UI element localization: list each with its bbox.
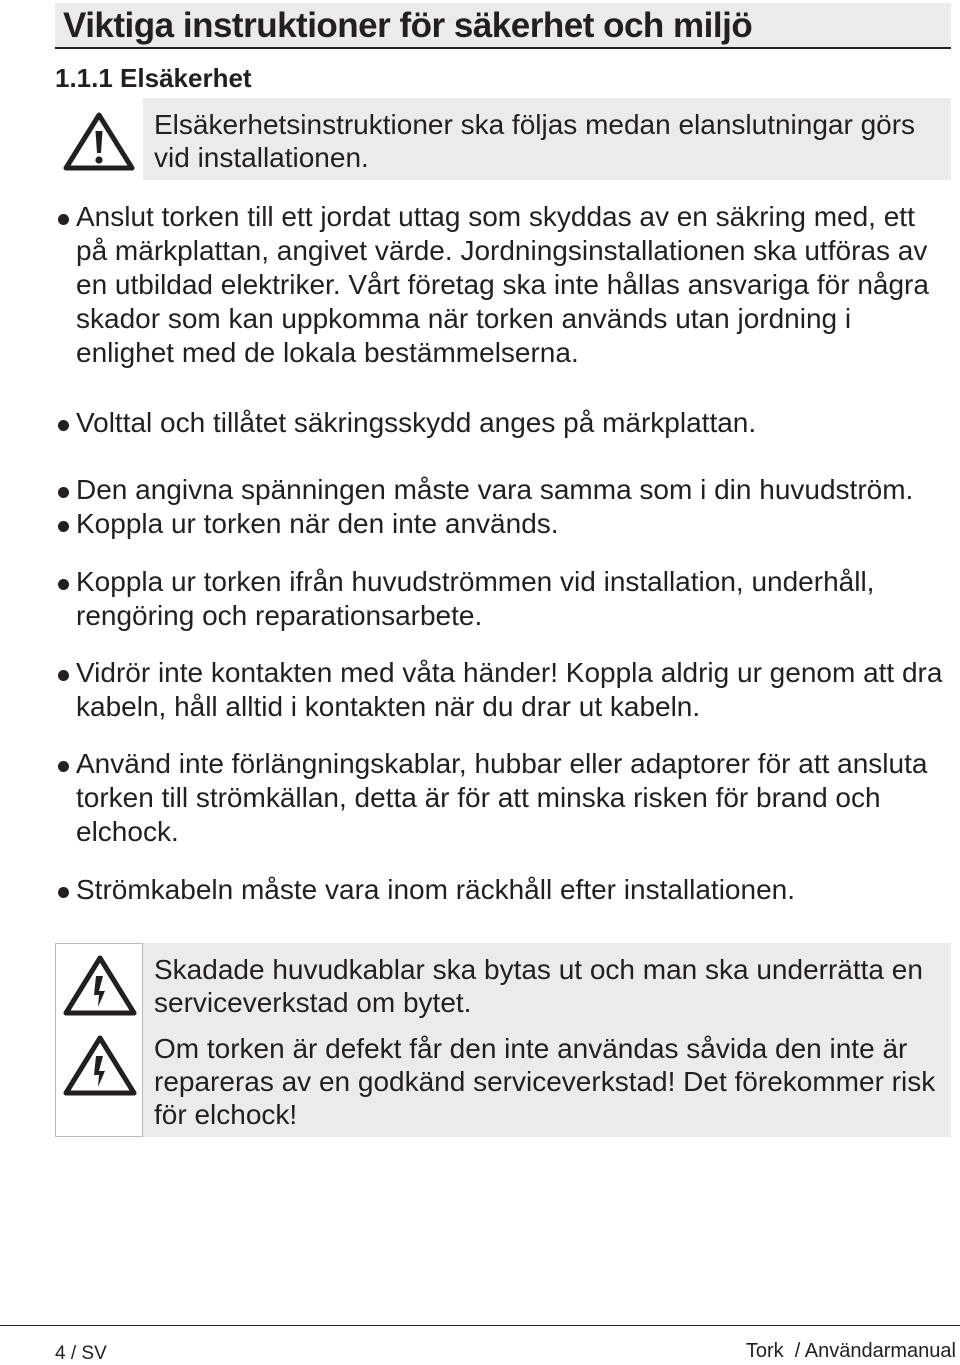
bullet-dot: [58, 887, 69, 898]
bullet-text: Använd inte förlängningskablar, hubbar eller adaptorer för att ansluta torken till strömkällan, detta är för att minska risken för brand och elchock.: [76, 748, 928, 847]
list-item: [55, 747, 950, 849]
bullet-dot: [58, 579, 69, 590]
hazard-warning-text: Om torken är defekt får den inte användas såvida den inte är repareras av en godkänd serviceverkstad! Det förekommer risk för elchock!: [154, 1033, 936, 1130]
list-item: [55, 507, 950, 541]
hazard-icon-cell: [55, 943, 143, 1137]
bullet-text: Den angivna spänningen måste vara samma som i din huvudström.: [76, 474, 914, 505]
list-item: [55, 200, 950, 370]
page-number: 4 / SV: [55, 1343, 107, 1364]
list-item: [55, 656, 950, 724]
bullet-text: Strömkabeln måste vara inom räckhåll efter installationen.: [76, 874, 796, 905]
bullet-dot: [58, 521, 69, 532]
bullet-text: Vidrör inte kontakten med våta händer! Koppla aldrig ur genom att dra kabeln, håll alltid i kontakten när du drar ut kabeln.: [76, 657, 943, 722]
electric-hazard-warning-box: [55, 943, 951, 1137]
footer-divider: [0, 1325, 960, 1326]
bullet-dot: [58, 487, 69, 498]
bullet-dot: [58, 420, 69, 431]
list-item: [55, 873, 950, 907]
bullet-text: Volttal och tillåtet säkringsskydd anges på märkplattan.: [76, 407, 757, 438]
electrical-safety-warning-box: [55, 98, 951, 180]
bullet-text: Koppla ur torken när den inte används.: [76, 508, 559, 539]
page-title: Viktiga instruktioner för säkerhet och miljö: [55, 3, 951, 49]
bullet-dot: [58, 761, 69, 772]
warning-exclamation-icon: [63, 111, 135, 171]
warning-text: Elsäkerhetsinstruktioner ska följas medan elanslutningar görs vid installationen.: [154, 109, 916, 173]
bullet-text: Anslut torken till ett jordat uttag som skyddas av en säkring med, ett på märkplattan, angivet värde. Jordningsinstallationen ska utföras av en utbildad elektriker. Vårt företag ska inte hållas ansvariga för några skador som kan uppkomma när torken används utan jordning i enlighet med de lokala bestämmelserna.: [76, 201, 929, 368]
electric-hazard-icon: [63, 1034, 137, 1096]
hazard-warning-text: Skadade huvudkablar ska bytas ut och man ska underrätta en serviceverkstad om bytet.: [154, 954, 923, 1018]
list-item: [55, 565, 950, 633]
warning-icon-cell: [55, 98, 143, 180]
manual-title: Tork / Användarmanual: [745, 1340, 956, 1362]
list-item: [55, 473, 950, 507]
bullet-dot: [58, 670, 69, 681]
electric-hazard-icon: [63, 954, 137, 1016]
list-item: [55, 406, 950, 440]
bullet-text: Koppla ur torken ifrån huvudströmmen vid installation, underhåll, rengöring och reparationsarbete.: [76, 566, 875, 631]
section-heading: 1.1.1 Elsäkerhet: [55, 63, 252, 93]
bullet-dot: [58, 214, 69, 225]
